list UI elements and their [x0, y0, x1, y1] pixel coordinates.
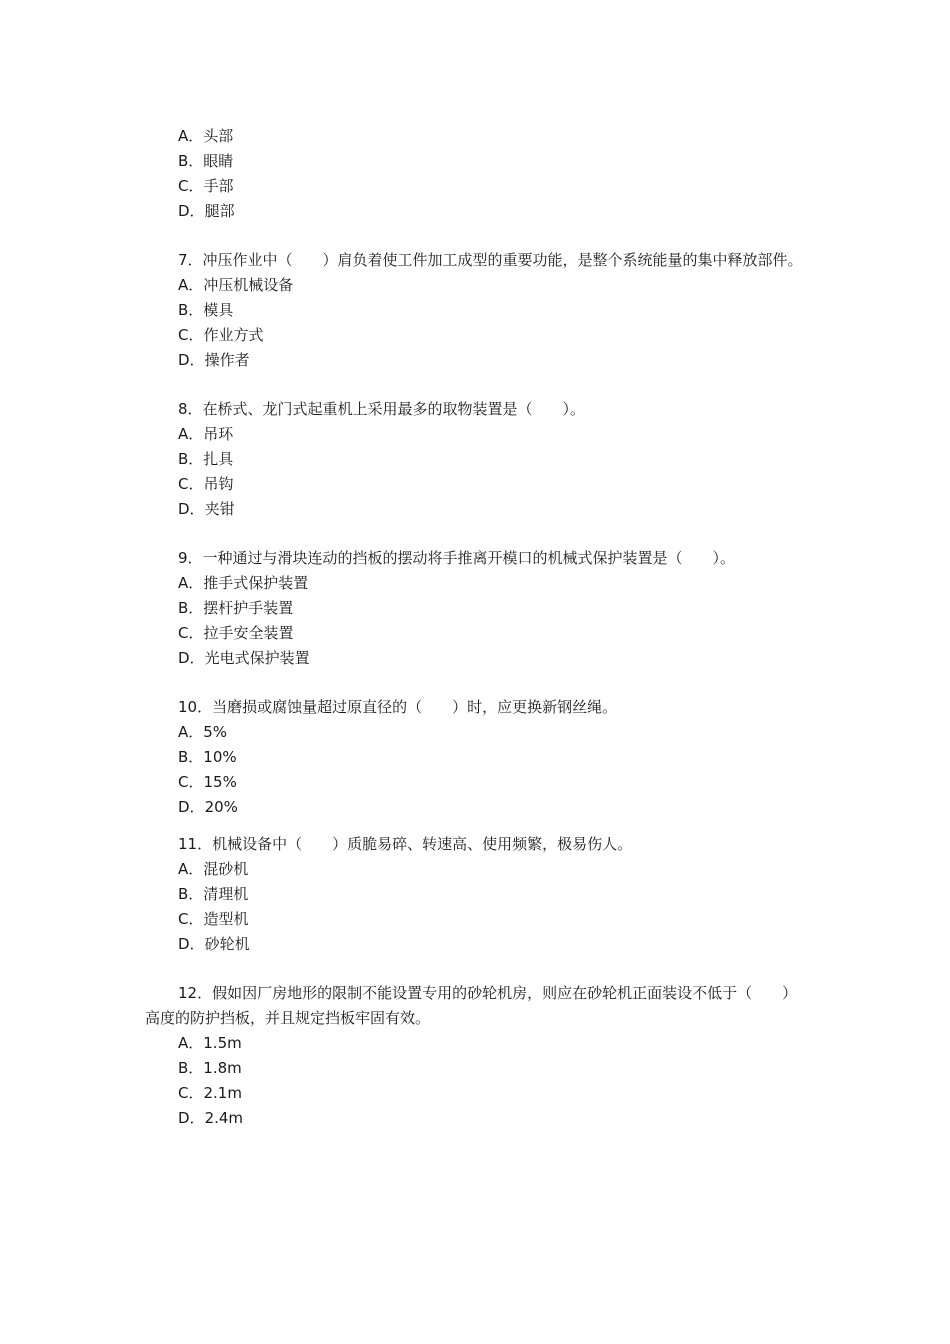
option-b: B．清理机	[178, 885, 249, 903]
option-c: C．15%	[178, 773, 237, 791]
option-b: B．扎具	[178, 450, 234, 468]
question-stem: 7．冲压作业中（ ）肩负着使工件加工成型的重要功能，是整个系统能量的集中释放部件。	[178, 251, 803, 269]
option-c: C．拉手安全装置	[178, 624, 294, 642]
option-a: A．混砂机	[178, 860, 249, 878]
question-stem: 9．一种通过与滑块连动的挡板的摆动将手推离开模口的机械式保护装置是（ ）。	[178, 549, 736, 567]
option-b: B．模具	[178, 301, 234, 319]
option-a: A．5%	[178, 723, 228, 741]
option-a: A．1.5m	[178, 1034, 242, 1052]
option-d: D．腿部	[178, 202, 235, 220]
option-b: B．眼睛	[178, 152, 234, 170]
exam-content	[145, 124, 805, 1131]
option-d: D．砂轮机	[178, 935, 250, 953]
option-b: B．10%	[178, 748, 237, 766]
option-d: D．20%	[178, 798, 238, 816]
question-stem: 12．假如因厂房地形的限制不能设置专用的砂轮机房，则应在砂轮机正面装设不低于（ ）高度的防护挡板，并且规定挡板牢固有效。	[145, 984, 798, 1027]
question-stem: 8．在桥式、龙门式起重机上采用最多的取物装置是（ ）。	[178, 400, 586, 418]
option-c: C．2.1m	[178, 1084, 242, 1102]
option-c: C．手部	[178, 177, 234, 195]
option-a: A．吊环	[178, 425, 234, 443]
option-d: D．夹钳	[178, 500, 235, 518]
option-b: B．摆杆护手装置	[178, 599, 294, 617]
question-9	[145, 546, 805, 671]
option-a: A．推手式保护装置	[178, 574, 309, 592]
question-8	[145, 397, 805, 522]
question-10	[145, 695, 805, 820]
prev-options	[145, 124, 805, 224]
question-stem: 11．机械设备中（ ）质脆易碎、转速高、使用频繁，极易伤人。	[178, 835, 633, 853]
option-c: C．作业方式	[178, 326, 264, 344]
option-a: A．头部	[178, 127, 234, 145]
option-c: C．造型机	[178, 910, 249, 928]
option-a: A．冲压机械设备	[178, 276, 294, 294]
option-b: B．1.8m	[178, 1059, 242, 1077]
question-11	[145, 832, 805, 957]
option-c: C．吊钩	[178, 475, 234, 493]
question-7	[145, 248, 805, 373]
option-d: D．光电式保护装置	[178, 649, 310, 667]
question-stem: 10．当磨损或腐蚀量超过原直径的（ ）时，应更换新钢丝绳。	[178, 698, 618, 716]
option-d: D．2.4m	[178, 1109, 244, 1127]
option-d: D．操作者	[178, 351, 250, 369]
question-12	[145, 981, 805, 1131]
